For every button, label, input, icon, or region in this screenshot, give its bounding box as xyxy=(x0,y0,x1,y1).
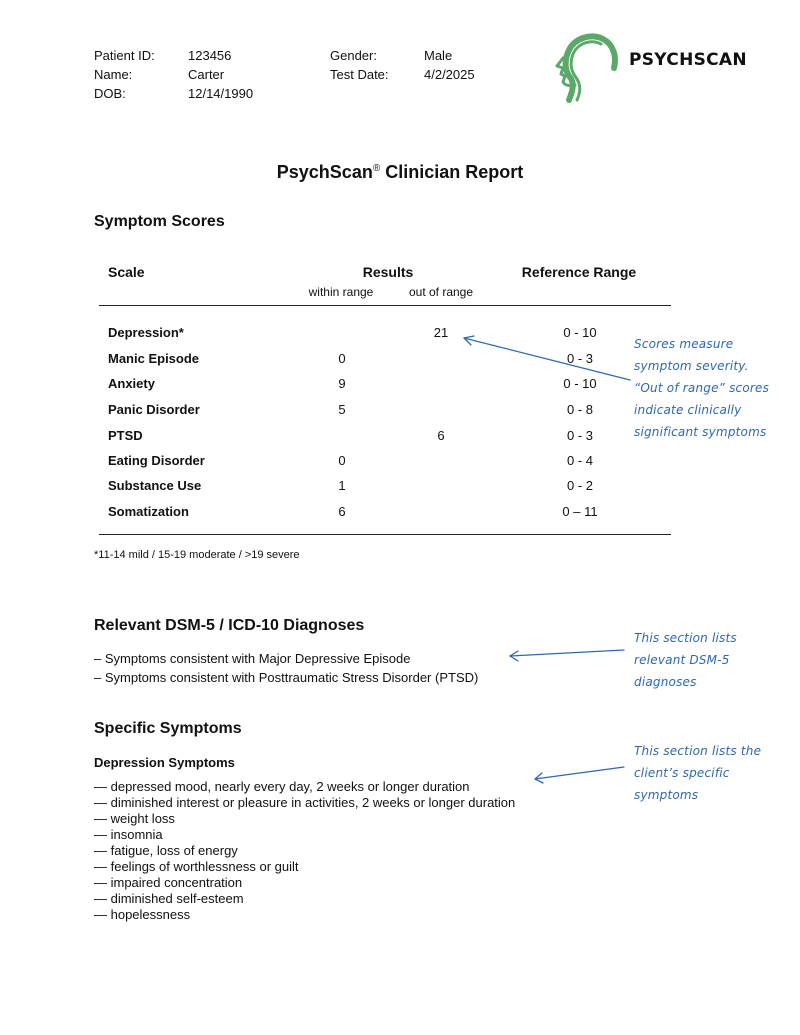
reference-range-value: 0 - 10 xyxy=(563,325,597,340)
list-item: — feelings of worthlessness or guilt xyxy=(94,859,299,874)
logo-wordmark: PSYCHSCAN xyxy=(629,50,747,70)
scale-name: Manic Episode xyxy=(108,351,200,366)
out-of-range-value: 21 xyxy=(433,325,449,340)
annotation-line: relevant DSM-5 xyxy=(634,653,730,667)
list-item: — insomnia xyxy=(94,827,163,842)
gender-label: Gender: xyxy=(330,48,377,63)
patient-dob-value: 12/14/1990 xyxy=(188,86,254,101)
list-item: – Symptoms consistent with Major Depressive Episode xyxy=(94,651,411,666)
report-title-brand: PsychScan xyxy=(276,162,373,182)
patient-dob-label: DOB: xyxy=(94,86,126,101)
scores-arrow xyxy=(464,338,630,380)
severity-footnote: *11-14 mild / 15-19 moderate / >19 severe xyxy=(94,549,300,561)
scale-name: PTSD xyxy=(108,428,143,443)
col-out-subheader: out of range xyxy=(408,285,474,299)
scale-name: Somatization xyxy=(108,504,189,519)
scale-name: Depression* xyxy=(108,325,184,340)
depression-symptoms-subheading: Depression Symptoms xyxy=(94,755,235,770)
reference-range-value: 0 - 2 xyxy=(566,478,593,493)
annotation-line: significant symptoms xyxy=(634,425,767,439)
test-date-value: 4/2/2025 xyxy=(424,67,475,82)
col-reference-header: Reference Range xyxy=(521,264,637,280)
annotation-line: This section lists the xyxy=(634,744,762,758)
out-of-range-value: 6 xyxy=(437,428,445,443)
scale-name: Panic Disorder xyxy=(108,402,200,417)
patient-id-value: 123456 xyxy=(188,48,232,63)
within-range-value: 6 xyxy=(338,504,346,519)
annotation-line: symptoms xyxy=(634,788,699,802)
annotation-line: “Out of range” scores xyxy=(634,381,770,395)
symptoms-arrow xyxy=(535,767,624,779)
within-range-value: 9 xyxy=(338,376,346,391)
scale-name: Anxiety xyxy=(108,376,155,391)
patient-name-label: Name: xyxy=(94,67,133,82)
list-item: — depressed mood, nearly every day, 2 weeks or longer duration xyxy=(94,779,470,794)
list-item: – Symptoms consistent with Posttraumatic Stress Disorder (PTSD) xyxy=(94,670,479,685)
test-date-label: Test Date: xyxy=(330,67,389,82)
annotation-line: diagnoses xyxy=(634,675,697,689)
report-title-suffix: Clinician Report xyxy=(380,162,524,182)
patient-id-label: Patient ID: xyxy=(94,48,155,63)
annotation-line: This section lists xyxy=(634,631,737,645)
list-item: — impaired concentration xyxy=(94,875,243,890)
within-range-value: 0 xyxy=(338,351,346,366)
symptom-scores-heading: Symptom Scores xyxy=(94,213,225,230)
registered-mark: ® xyxy=(372,163,381,174)
within-range-value: 5 xyxy=(338,402,346,417)
col-results-header: Results xyxy=(362,264,414,280)
reference-range-value: 0 - 8 xyxy=(566,402,593,417)
col-scale-header: Scale xyxy=(108,264,145,280)
specific-symptoms-heading: Specific Symptoms xyxy=(94,720,242,737)
col-within-subheader: within range xyxy=(308,285,374,299)
diagnoses-heading: Relevant DSM-5 / ICD-10 Diagnoses xyxy=(94,617,365,634)
list-item: — hopelessness xyxy=(94,907,191,922)
patient-name-value: Carter xyxy=(188,67,225,82)
reference-range-value: 0 – 11 xyxy=(562,504,598,519)
reference-range-value: 0 - 4 xyxy=(566,453,593,468)
reference-range-value: 0 - 3 xyxy=(566,428,593,443)
within-range-value: 1 xyxy=(338,478,346,493)
diagnoses-arrow xyxy=(510,650,624,656)
annotation-line: indicate clinically xyxy=(634,403,742,417)
gender-value: Male xyxy=(424,48,453,63)
scale-name: Eating Disorder xyxy=(108,453,205,468)
list-item: — fatigue, loss of energy xyxy=(94,843,238,858)
annotation-line: symptom severity. xyxy=(634,359,749,373)
list-item: — diminished interest or pleasure in activities, 2 weeks or longer duration xyxy=(94,795,516,810)
annotation-line: client’s specific xyxy=(634,766,730,780)
scale-name: Substance Use xyxy=(108,478,202,493)
annotation-line: Scores measure xyxy=(634,337,734,351)
within-range-value: 0 xyxy=(338,453,346,468)
list-item: — weight loss xyxy=(94,811,175,826)
reference-range-value: 0 - 10 xyxy=(563,376,597,391)
reference-range-value: 0 - 3 xyxy=(566,351,593,366)
list-item: — diminished self-esteem xyxy=(94,891,244,906)
